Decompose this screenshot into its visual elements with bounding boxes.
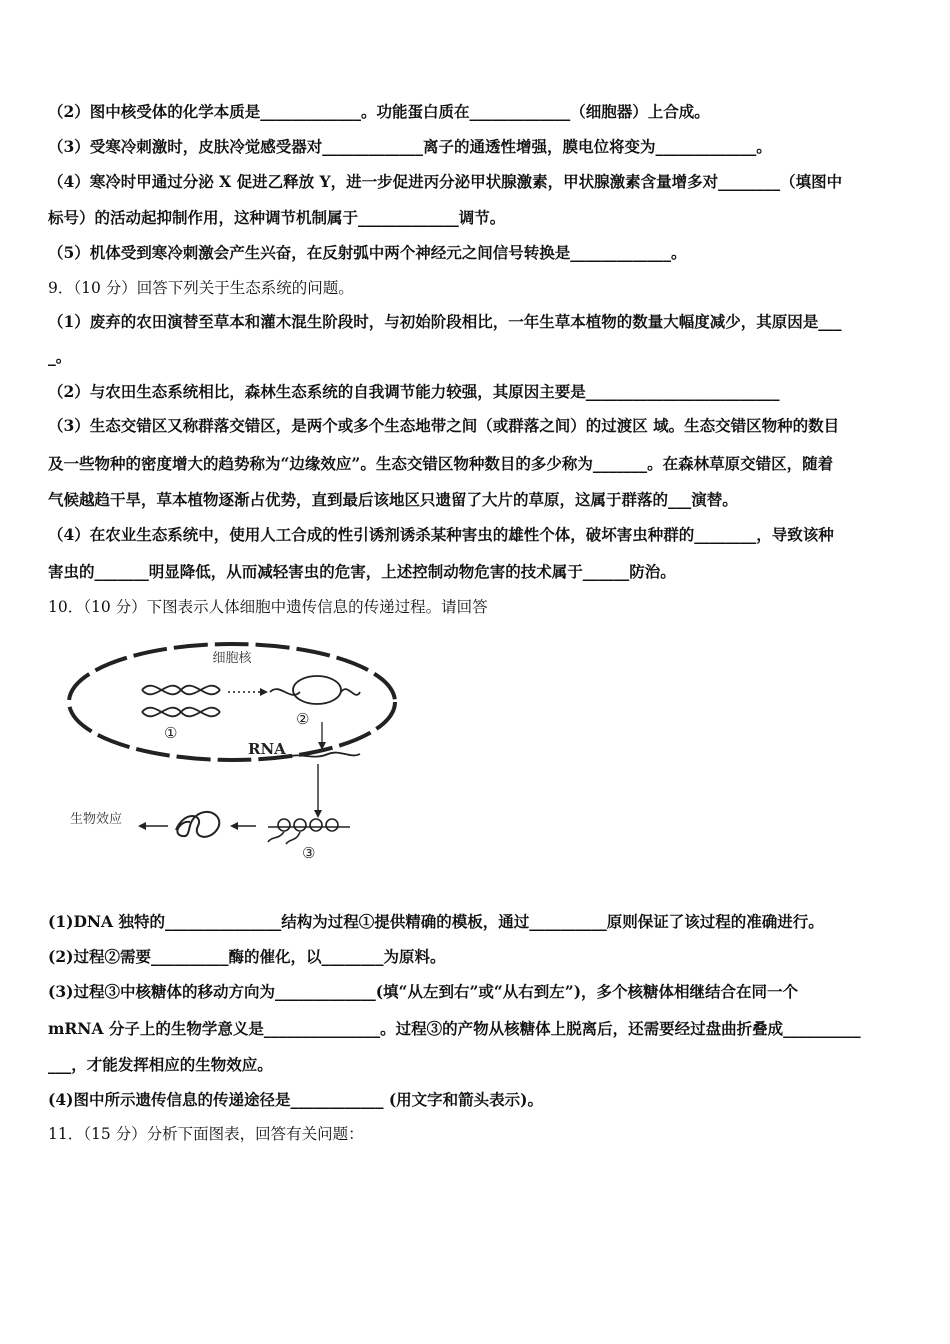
q8-part4-cont: 标号）的活动起抑制作用，这种调节机制属于_____________调节。 <box>48 208 506 227</box>
q10-heading: 10．（10 分）下图表示人体细胞中遗传信息的传递过程。请回答 <box>48 598 488 616</box>
q10-part3-cont2: ___，才能发挥相应的生物效应。 <box>48 1055 273 1074</box>
q9-part1: （1）废弃的农田演替至草本和灌木混生阶段时，与初始阶段相比，一年生草本植物的数量大幅度减少，其原因是___ <box>48 312 842 331</box>
q10-part1: (1)DNA 独特的_______________结构为过程①提供精确的模板，通过__________原则保证了该过程的准确进行。 <box>48 912 824 931</box>
rna-label: RNA <box>248 740 286 758</box>
rna-strand <box>286 753 360 758</box>
q8-part5: （5）机体受到寒冷刺激会产生兴奋，在反射弧中两个神经元之间信号转换是_____________。 <box>48 243 687 262</box>
q10-part2: (2)过程②需要__________酶的催化，以________为原料。 <box>48 947 446 966</box>
dotted-arrow-head <box>260 688 268 696</box>
q9-part3-cont1: 及一些物种的密度增大的趋势称为“边缘效应”。生态交错区物种数目的多少称为_______。在森林草原交错区，随着 <box>48 454 834 473</box>
q11-heading: 11．（15 分）分析下面图表，回答有关问题： <box>48 1125 364 1143</box>
q10-part3: (3)过程③中核糖体的移动方向为_____________(填“从左到右”或“从右到左”)，多个核糖体相继结合在同一个 <box>48 982 799 1001</box>
dna-helix-icon <box>142 686 220 717</box>
protein-arrow-head <box>230 822 238 830</box>
marker-1: ① <box>164 724 178 742</box>
marker-3: ③ <box>302 844 316 862</box>
nucleus-label: 细胞核 <box>212 651 252 666</box>
q9-heading: 9．（10 分）回答下列关于生态系统的问题。 <box>48 279 354 297</box>
q9-part3: （3）生态交错区又称群落交错区，是两个或多个生态地带之间（或群落之间）的过渡区 域。生态交错区物种的数目 <box>48 416 840 435</box>
folded-protein-icon <box>176 812 219 837</box>
q8-part2: （2）图中核受体的化学本质是_____________。功能蛋白质在_____________（细胞器）上合成。 <box>48 102 710 121</box>
q8-part4: （4）寒冷时甲通过分泌 X 促进乙释放 Y，进一步促进丙分泌甲状腺激素，甲状腺激素含量增多对________（填图中 <box>48 172 843 191</box>
gene-expression-figure <box>60 630 420 875</box>
q9-part3-cont2: 气候越趋干旱，草本植物逐渐占优势，直到最后该地区只遗留了大片的草原，这属于群落的___演替。 <box>48 490 738 509</box>
transcription-bubble-icon <box>270 676 360 704</box>
polysome-icon <box>268 819 350 844</box>
q10-part4: (4)图中所示遗传信息的传递途径是____________ (用文字和箭头表示)。 <box>48 1090 544 1109</box>
export-arrow-head <box>314 810 322 818</box>
marker-2: ② <box>296 710 310 728</box>
q9-part4-cont: 害虫的_______明显降低，从而减轻害虫的危害，上述控制动物危害的技术属于______防治。 <box>48 562 676 581</box>
effect-label: 生物效应 <box>70 812 123 827</box>
q9-part1-cont: _。 <box>48 347 72 366</box>
effect-arrow-head <box>138 822 146 830</box>
q8-part3: （3）受寒冷刺激时，皮肤冷觉感受器对_____________离子的通透性增强，膜电位将变为_____________。 <box>48 137 772 156</box>
q10-part3-cont1: mRNA 分子上的生物学意义是_______________。过程③的产物从核糖体上脱离后，还需要经过盘曲折叠成__________ <box>48 1019 861 1038</box>
q9-part2: （2）与农田生态系统相比，森林生态系统的自我调节能力较强，其原因主要是_________________________ <box>48 382 780 401</box>
q9-part4: （4）在农业生态系统中，使用人工合成的性引诱剂诱杀某种害虫的雄性个体，破坏害虫种群的________，导致该种 <box>48 525 834 544</box>
